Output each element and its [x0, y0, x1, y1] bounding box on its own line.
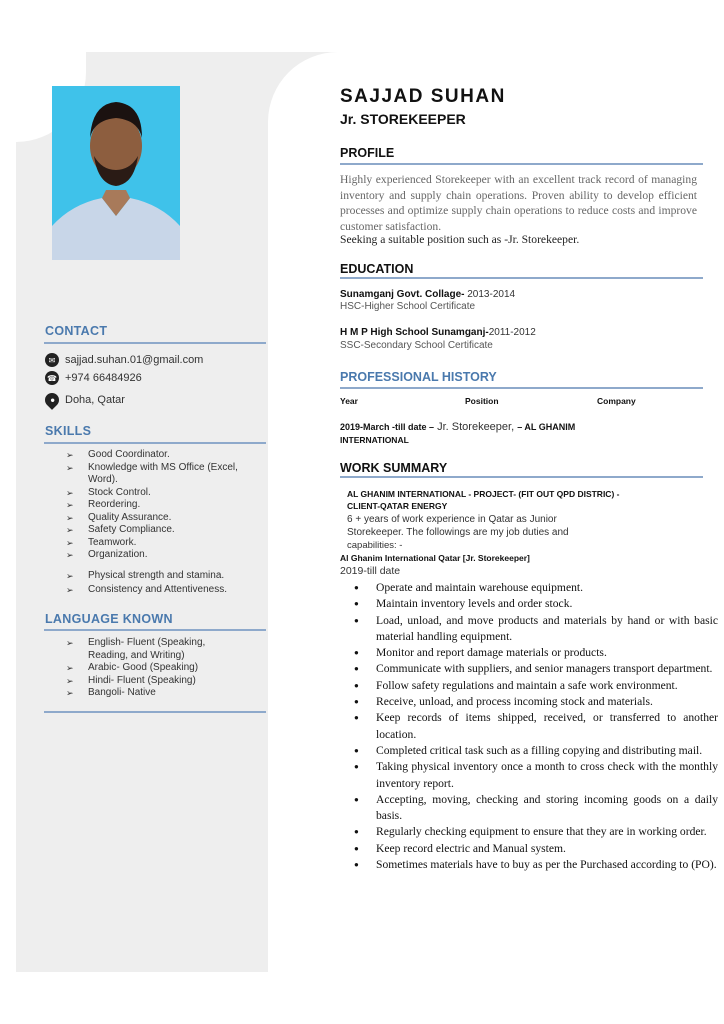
list-item: ● Keep records of items shipped, received, or transferred to another location. — [352, 710, 718, 743]
history-row: 2019-March -till date – Jr. Storekeeper, – AL GHANIM — [340, 421, 576, 433]
list-item: ➢ Knowledge with MS Office (Excel, Word). — [66, 462, 261, 487]
work-project: AL GHANIM INTERNATIONAL - PROJECT- (FIT OUT QPD DISTRIC) - — [347, 489, 620, 499]
list-item: ➢ English- Fluent (Speaking, Reading, and Writing) — [66, 637, 238, 662]
list-item: ➢ Organization. — [66, 549, 261, 562]
list-item: ● Taking physical inventory once a month to cross check with the monthly inventory report. — [352, 759, 718, 792]
candidate-name: SAJJAD SUHAN — [340, 86, 506, 107]
list-item: ● Completed critical task such as a filling copying and distributing mail. — [352, 743, 718, 759]
profile-summary: Highly experienced Storekeeper with an excellent track record of managing inventory and supply chain operations. Proven ability to develop efficient processes and optimize supply chain operations to reduce costs and improve customer satisfaction. — [340, 173, 697, 233]
list-item: ➢ Arabic- Good (Speaking) — [66, 662, 261, 675]
history-column-company: Company — [597, 396, 636, 406]
education-cert: HSC-Higher School Certificate — [340, 301, 476, 312]
list-item: ● Load, unload, and move products and materials by hand or with basic material handling equipment. — [352, 613, 718, 646]
divider — [44, 629, 266, 631]
list-item: ➢ Quality Assurance. — [66, 512, 261, 525]
education-entry: Sunamganj Govt. Collage- 2013-2014 — [340, 289, 516, 300]
profile-heading: PROFILE — [340, 146, 395, 160]
contact-location: ● Doha, Qatar — [45, 393, 125, 407]
skills-heading: SKILLS — [45, 424, 92, 438]
contact-email[interactable]: ✉ sajjad.suhan.01@gmail.com — [45, 353, 203, 367]
list-item: ● Communicate with suppliers, and senior managers transport department. — [352, 661, 718, 677]
list-item: ● Regularly checking equipment to ensure that they are in working order. — [352, 824, 718, 840]
divider — [44, 711, 266, 713]
list-item: ● Sometimes materials have to buy as per the Purchased according to (PO). — [352, 857, 718, 873]
work-period: 2019-till date — [340, 565, 401, 577]
divider — [44, 442, 266, 444]
list-item: ● Monitor and report damage materials or products. — [352, 645, 718, 661]
divider — [340, 277, 703, 279]
work-intro: capabilities: - — [347, 540, 403, 551]
work-heading: WORK SUMMARY — [340, 461, 448, 475]
divider — [340, 476, 703, 478]
list-item: ➢ Teamwork. — [66, 537, 261, 550]
divider — [44, 342, 266, 344]
list-item: ➢ Good Coordinator. — [66, 449, 261, 462]
profile-photo — [52, 86, 180, 260]
education-heading: EDUCATION — [340, 262, 414, 276]
email-icon: ✉ — [45, 353, 59, 367]
work-intro: 6 + years of work experience in Qatar as Junior — [347, 514, 557, 525]
list-item: ● Accepting, moving, checking and storing incoming goods on a daily basis. — [352, 792, 718, 825]
history-column-position: Position — [465, 396, 499, 406]
divider — [340, 387, 703, 389]
work-employer: Al Ghanim International Qatar [Jr. Storekeeper] — [340, 553, 530, 563]
profile-seeking: Seeking a suitable position such as -Jr. Storekeeper. — [340, 233, 580, 246]
history-heading: PROFESSIONAL HISTORY — [340, 370, 497, 384]
candidate-title: Jr. STOREKEEPER — [340, 111, 466, 127]
education-cert: SSC-Secondary School Certificate — [340, 340, 493, 351]
list-item: ● Maintain inventory levels and order stock. — [352, 596, 718, 612]
list-item: ➢ Safety Compliance. — [66, 524, 261, 537]
languages-list — [66, 637, 261, 700]
contact-heading: CONTACT — [45, 324, 108, 338]
list-item: ➢ Consistency and Attentiveness. — [66, 584, 261, 597]
education-entry: H M P High School Sunamganj-2011-2012 — [340, 327, 536, 338]
contact-phone[interactable]: ☎ +974 66484926 — [45, 371, 142, 385]
list-item: ➢ Reordering. — [66, 499, 261, 512]
history-column-year: Year — [340, 396, 358, 406]
phone-icon: ☎ — [45, 371, 59, 385]
list-item: ● Follow safety regulations and maintain a safe work environment. — [352, 678, 718, 694]
list-item: ● Keep record electric and Manual system. — [352, 841, 718, 857]
list-item: ● Receive, unload, and process incoming stock and materials. — [352, 694, 718, 710]
languages-heading: LANGUAGE KNOWN — [45, 612, 173, 626]
location-pin-icon: ● — [42, 390, 62, 410]
list-item: ➢ Hindi- Fluent (Speaking) — [66, 675, 261, 688]
list-item: ➢ Stock Control. — [66, 487, 261, 500]
divider — [340, 163, 703, 165]
list-item: ➢ Physical strength and stamina. — [66, 570, 261, 583]
work-client: CLIENT-QATAR ENERGY — [347, 501, 448, 511]
duties-list — [352, 580, 718, 873]
list-item: ● Operate and maintain warehouse equipment. — [352, 580, 718, 596]
work-intro: Storekeeper. The followings are my job duties and — [347, 527, 569, 538]
skills-list — [66, 449, 261, 597]
history-company-cont: INTERNATIONAL — [340, 435, 409, 445]
list-item: ➢ Bangoli- Native — [66, 687, 261, 700]
